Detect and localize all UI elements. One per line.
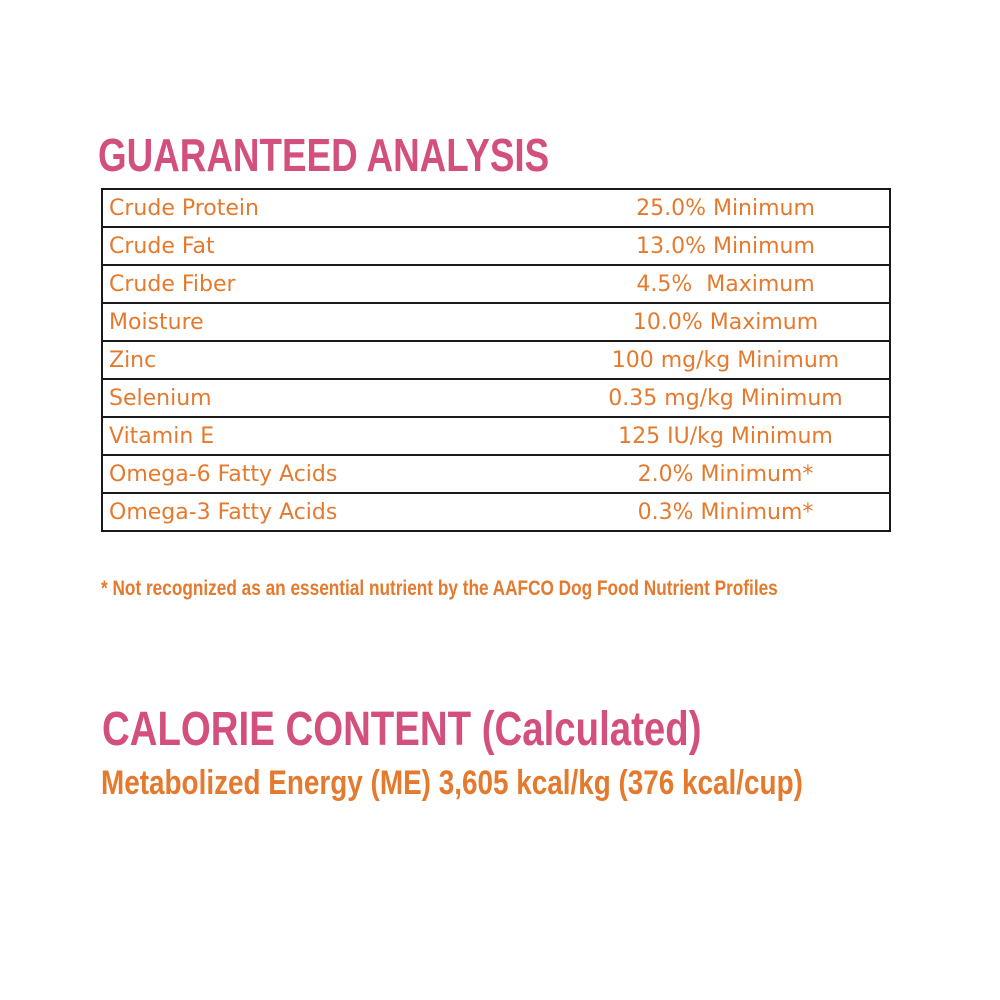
- table-row: [102, 379, 890, 417]
- table-row: [102, 227, 890, 265]
- guaranteed-analysis-title: GUARANTEED ANALYSIS: [98, 129, 550, 181]
- nutrient-value: 10.0% Maximum: [402, 303, 890, 341]
- nutrient-value: 13.0% Minimum: [402, 227, 890, 265]
- nutrient-value: 0.3% Minimum*: [402, 493, 890, 531]
- metabolized-energy-value: Metabolized Energy (ME) 3,605 kcal/kg (376 kcal/cup): [101, 764, 803, 802]
- table-row: [102, 265, 890, 303]
- nutrient-name: Selenium: [102, 379, 402, 417]
- table-row: [102, 303, 890, 341]
- nutrient-name: Omega-3 Fatty Acids: [102, 493, 402, 531]
- nutrient-value: 2.0% Minimum*: [402, 455, 890, 493]
- nutrient-name: Moisture: [102, 303, 402, 341]
- nutrient-value: 4.5% Maximum: [402, 265, 890, 303]
- nutrient-name: Crude Fat: [102, 227, 402, 265]
- guaranteed-analysis-table: [101, 188, 891, 532]
- nutrient-name: Zinc: [102, 341, 402, 379]
- nutrient-name: Vitamin E: [102, 417, 402, 455]
- aafco-footnote: * Not recognized as an essential nutrient by the AAFCO Dog Food Nutrient Profiles: [101, 577, 778, 600]
- nutrient-name: Crude Protein: [102, 189, 402, 227]
- nutrient-value: 25.0% Minimum: [402, 189, 890, 227]
- nutrient-value: 100 mg/kg Minimum: [402, 341, 890, 379]
- nutrient-value: 125 IU/kg Minimum: [402, 417, 890, 455]
- table-row: [102, 493, 890, 531]
- calorie-content-title: CALORIE CONTENT (Calculated): [102, 703, 702, 756]
- nutrient-name: Crude Fiber: [102, 265, 402, 303]
- table-row: [102, 455, 890, 493]
- nutrient-name: Omega-6 Fatty Acids: [102, 455, 402, 493]
- table-row: [102, 341, 890, 379]
- table-row: [102, 189, 890, 227]
- nutrient-value: 0.35 mg/kg Minimum: [402, 379, 890, 417]
- table-row: [102, 417, 890, 455]
